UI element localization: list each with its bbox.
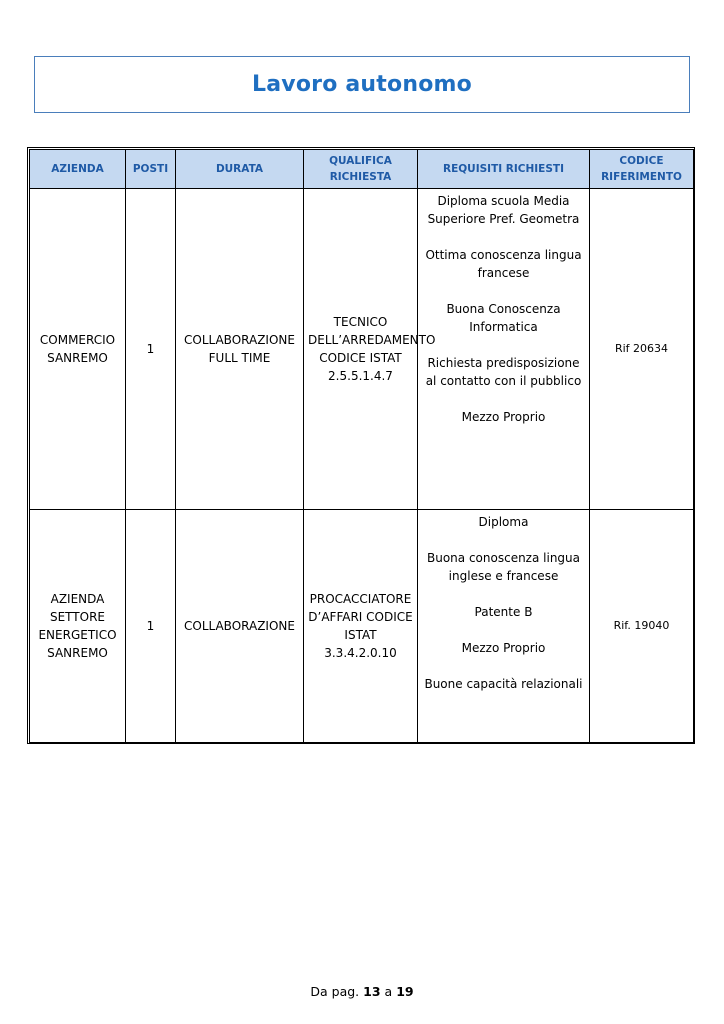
table-header-row — [30, 150, 694, 189]
page-title: Lavoro autonomo — [252, 72, 472, 97]
requirement-item: Diploma — [478, 515, 529, 529]
cell-qualifica: PROCACCIATORE D’AFFARI CODICE ISTAT 3.3.4.2.0.10 — [304, 510, 418, 743]
job-table — [29, 149, 694, 743]
requirement-item: Mezzo Proprio — [461, 641, 546, 655]
footer-current-page: 13 — [363, 984, 381, 999]
footer-separator: a — [384, 984, 393, 999]
table-row — [30, 510, 694, 743]
title-box — [34, 56, 690, 113]
cell-durata: COLLABORAZIONE FULL TIME — [176, 189, 304, 510]
footer-prefix: Da pag. — [310, 984, 360, 999]
cell-azienda: AZIENDA SETTORE ENERGETICO SANREMO — [30, 510, 126, 743]
table-row — [30, 189, 694, 510]
cell-posti: 1 — [126, 510, 176, 743]
requirement-item: Patente B — [474, 605, 533, 619]
footer-total-pages: 19 — [396, 984, 414, 999]
header-codice: CODICE RIFERIMENTO — [590, 150, 694, 189]
header-azienda: AZIENDA — [30, 150, 126, 189]
requirement-item: Buone capacità relazionali — [424, 677, 583, 691]
job-table-frame — [27, 147, 695, 744]
cell-azienda: COMMERCIO SANREMO — [30, 189, 126, 510]
header-requisiti: REQUISITI RICHIESTI — [418, 150, 590, 189]
requirement-item: Buona Conoscenza Informatica — [446, 302, 561, 334]
cell-codice: Rif 20634 — [590, 189, 694, 510]
cell-posti: 1 — [126, 189, 176, 510]
header-durata: DURATA — [176, 150, 304, 189]
page-footer — [0, 984, 724, 999]
requirement-item: Mezzo Proprio — [461, 410, 546, 424]
cell-requisiti — [418, 510, 590, 743]
header-qualifica: QUALIFICA RICHIESTA — [304, 150, 418, 189]
cell-qualifica: TECNICO DELL’ARREDAMENTO CODICE ISTAT 2.5.5.1.4.7 — [304, 189, 418, 510]
cell-requisiti — [418, 189, 590, 510]
requirement-item: Richiesta predisposizione al contatto con il pubblico — [425, 356, 582, 388]
cell-codice: Rif. 19040 — [590, 510, 694, 743]
header-posti: POSTI — [126, 150, 176, 189]
requirement-item: Ottima conoscenza lingua francese — [425, 248, 582, 280]
cell-durata: COLLABORAZIONE — [176, 510, 304, 743]
requirement-item: Diploma scuola Media Superiore Pref. Geometra — [427, 194, 580, 226]
requirement-item: Buona conoscenza lingua inglese e francese — [427, 551, 580, 583]
